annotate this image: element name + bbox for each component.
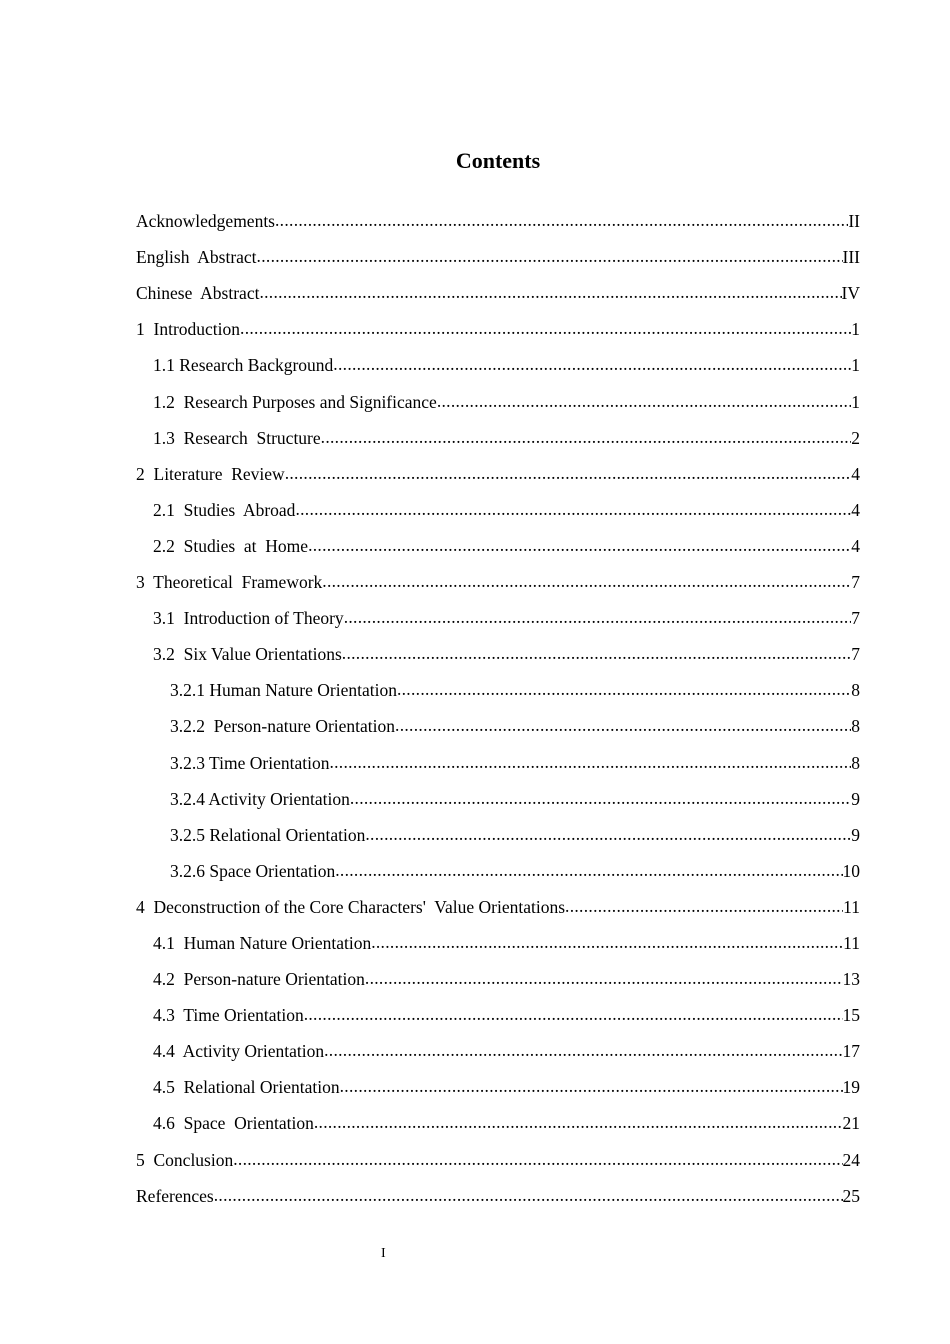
toc-entry-page: 8	[851, 680, 860, 701]
toc-entry-label: 1.2 Research Purposes and Significance	[153, 391, 437, 412]
toc-entry[interactable]	[136, 1063, 860, 1099]
toc-entry[interactable]	[136, 847, 860, 883]
dot-leader	[324, 1038, 842, 1062]
toc-entry[interactable]	[136, 269, 860, 305]
toc-entry-page: 24	[842, 1149, 860, 1170]
toc-entry-page: 1	[851, 391, 860, 412]
toc-entry-page: 4	[851, 499, 860, 520]
toc-entry[interactable]	[136, 377, 860, 413]
toc-entry-label: 3.2.4 Activity Orientation	[170, 788, 350, 809]
toc-entry-page: 21	[842, 1113, 860, 1134]
toc-entry-label: 3.2.2 Person-nature Orientation	[170, 716, 396, 737]
toc-entry-page: 7	[851, 608, 860, 629]
dot-leader	[295, 497, 851, 521]
toc-entry[interactable]	[136, 197, 860, 233]
toc-entry-page: 1	[851, 319, 860, 340]
dot-leader	[395, 713, 851, 737]
toc-entry-page: II	[848, 211, 860, 232]
toc-entry-page: III	[842, 247, 860, 268]
toc-entry-label: 3.2 Six Value Orientations	[153, 644, 342, 665]
toc-entry-page: 2	[851, 427, 860, 448]
toc-entry-label: Acknowledgements	[136, 211, 275, 232]
page-number: I	[381, 1246, 386, 1261]
toc-entry[interactable]	[136, 522, 860, 558]
dot-leader	[344, 605, 852, 629]
toc-entry[interactable]	[136, 1099, 860, 1135]
toc-entry[interactable]	[136, 414, 860, 450]
toc-entry-label: 4.1 Human Nature Orientation	[153, 932, 372, 953]
page-title: Contents	[455, 148, 541, 173]
dot-leader	[321, 425, 852, 449]
toc-entry-label: 4.6 Space Orientation	[153, 1113, 314, 1134]
dot-leader	[233, 1147, 842, 1171]
toc-entry[interactable]	[136, 991, 860, 1027]
toc-entry-label: 1 Introduction	[136, 319, 241, 340]
toc-entry[interactable]	[136, 305, 860, 341]
toc-entry-label: 3.2.3 Time Orientation	[170, 752, 330, 773]
toc-entry[interactable]	[136, 666, 860, 702]
dot-leader	[397, 677, 851, 701]
toc-entry-label: 3.2.5 Relational Orientation	[170, 824, 366, 845]
toc-entry[interactable]	[136, 883, 860, 919]
toc-entry-label: 4.5 Relational Orientation	[153, 1077, 340, 1098]
toc-entry-label: 2.1 Studies Abroad	[153, 499, 296, 520]
toc-entry-page: 4	[851, 463, 860, 484]
toc-entry[interactable]	[136, 1135, 860, 1171]
toc-entry-page: 17	[842, 1041, 860, 1062]
dot-leader	[365, 822, 851, 846]
dot-leader	[322, 569, 851, 593]
toc-entry-page: 1	[851, 355, 860, 376]
toc-entry-label: 3.2.6 Space Orientation	[170, 860, 336, 881]
toc-entry-label: 3.1 Introduction of Theory	[153, 608, 344, 629]
dot-leader	[437, 389, 851, 413]
toc-entry[interactable]	[136, 955, 860, 991]
toc-entry[interactable]	[136, 233, 860, 269]
dot-leader	[285, 461, 852, 485]
toc-entry[interactable]	[136, 1172, 860, 1208]
dot-leader	[257, 244, 843, 268]
toc-entry[interactable]	[136, 1027, 860, 1063]
toc-entry-page: 7	[851, 644, 860, 665]
toc-entry-label: 3 Theoretical Framework	[136, 572, 323, 593]
toc-entry[interactable]	[136, 738, 860, 774]
toc-entry-label: 3.2.1 Human Nature Orientation	[170, 680, 397, 701]
dot-leader	[314, 1110, 843, 1134]
toc-entry-page: 19	[842, 1077, 860, 1098]
toc-entry-page: 8	[851, 752, 860, 773]
dot-leader	[240, 316, 851, 340]
toc-entry[interactable]	[136, 919, 860, 955]
dot-leader	[342, 641, 851, 665]
toc-entry-page: 15	[842, 1005, 860, 1026]
toc-entry-label: English Abstract	[136, 247, 257, 268]
toc-entry-label: 4.4 Activity Orientation	[153, 1041, 325, 1062]
toc-entry-label: Chinese Abstract	[136, 283, 260, 304]
toc-entry[interactable]	[136, 630, 860, 666]
toc-entry-page: 4	[851, 535, 860, 556]
dot-leader	[308, 533, 851, 557]
dot-leader	[350, 786, 851, 810]
dot-leader	[304, 1002, 843, 1026]
toc-entry-page: 8	[851, 716, 860, 737]
toc-entry-page: 25	[842, 1185, 860, 1206]
toc-entry-page: 11	[843, 896, 860, 917]
toc-entry-label: 4.3 Time Orientation	[153, 1005, 304, 1026]
table-of-contents	[136, 197, 860, 1208]
dot-leader	[329, 750, 851, 774]
toc-entry-label: 1.3 Research Structure	[153, 427, 321, 448]
toc-entry-page: 10	[842, 860, 860, 881]
toc-entry[interactable]	[136, 811, 860, 847]
dot-leader	[259, 280, 841, 304]
dot-leader	[275, 208, 848, 232]
dot-leader	[365, 966, 843, 990]
dot-leader	[565, 894, 843, 918]
dot-leader	[335, 858, 842, 882]
dot-leader	[214, 1183, 843, 1207]
dot-leader	[340, 1074, 843, 1098]
toc-entry-label: 1.1 Research Background	[153, 355, 334, 376]
dot-leader	[371, 930, 843, 954]
toc-entry-page: 7	[851, 572, 860, 593]
toc-entry[interactable]	[136, 558, 860, 594]
toc-entry-label: References	[136, 1185, 214, 1206]
toc-entry-page: 9	[851, 788, 860, 809]
toc-entry[interactable]	[136, 702, 860, 738]
toc-entry-label: 4.2 Person-nature Orientation	[153, 969, 365, 990]
toc-entry-label: 2 Literature Review	[136, 463, 285, 484]
toc-entry-page: 9	[851, 824, 860, 845]
toc-entry-page: 11	[843, 932, 860, 953]
toc-entry[interactable]	[136, 486, 860, 522]
toc-entry[interactable]	[136, 775, 860, 811]
toc-entry[interactable]	[136, 450, 860, 486]
toc-entry-label: 4 Deconstruction of the Core Characters' Value Orientations	[136, 896, 566, 917]
dot-leader	[333, 352, 851, 376]
toc-entry-label: 5 Conclusion	[136, 1149, 234, 1170]
toc-entry-page: 13	[842, 969, 860, 990]
toc-entry-page: IV	[841, 283, 860, 304]
toc-entry-label: 2.2 Studies at Home	[153, 535, 309, 556]
toc-entry[interactable]	[136, 594, 860, 630]
toc-entry[interactable]	[136, 341, 860, 377]
